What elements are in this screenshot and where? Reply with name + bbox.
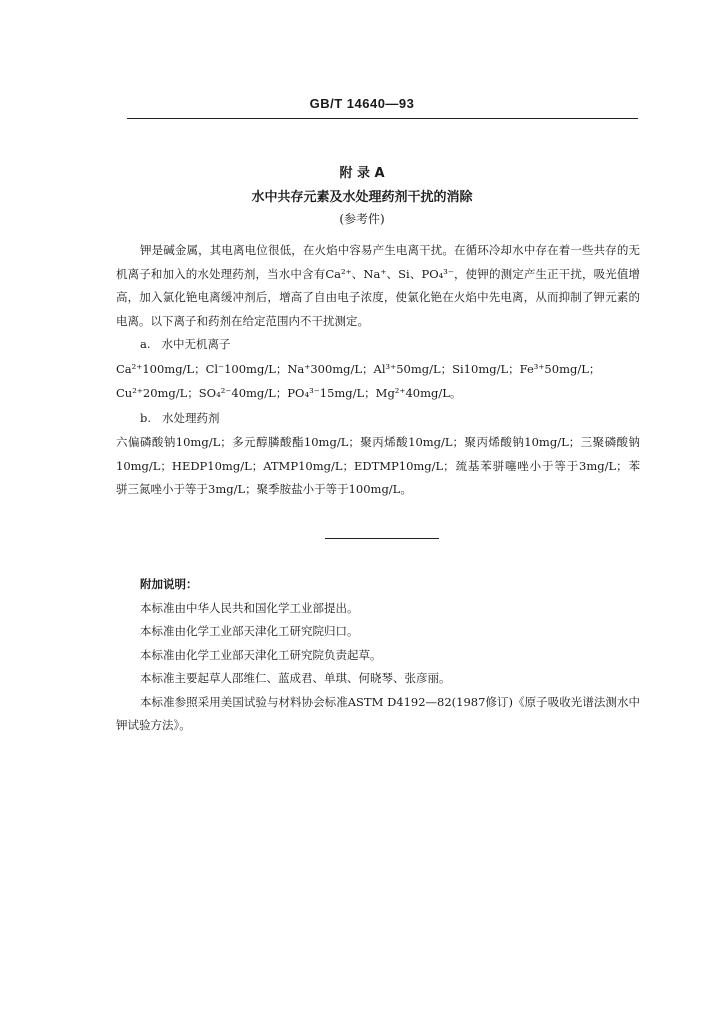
item-a-heading — [116, 333, 664, 357]
additional-notes — [116, 573, 640, 738]
treatment-agents-list: 六偏磷酸钠10mg/L；多元醇膦酸酯10mg/L；聚丙烯酸10mg/L；聚丙烯酸钠10mg/L；三聚磷酸钠10mg/L；HEDP10mg/L；ATMP10mg/L；EDTMP10mg/L；巯基苯骈噻唑小于等于3mg/L；苯骈三氮唑小于等于3mg/L；聚季胺盐小于等于100mg/L。 — [116, 435, 640, 496]
note-line-4: 本标准主要起草人邵维仁、蓝成君、单琪、何晓琴、张彦丽。 — [140, 671, 451, 685]
item-a-label: a. — [140, 337, 151, 351]
note-line-3: 本标准由化学工业部天津化工研究院负责起草。 — [140, 647, 382, 662]
appendix-title: 水中共存元素及水处理药剂干扰的消除 — [251, 190, 473, 205]
note-line-1: 本标准由中华人民共和国化学工业部提出。 — [140, 600, 359, 615]
header-rule — [127, 118, 638, 119]
notes-heading: 附加说明： — [140, 577, 198, 591]
intro-paragraph: 钾是碱金属，其电离电位很低，在火焰中容易产生电离干扰。在循环冷却水中存在着一些共存的无机离子和加入的水处理药剂，当水中含有Ca²⁺、Na⁺、Si、PO₄³⁻，使钾的测定产生正干扰，吸光值增高，加入氯化铯电离缓冲剂后，增高了自由电子浓度，使氯化铯在火焰中先电离，从而抑制了钾元素的电离。以下离子和药剂在给定范围内不干扰测定。 — [116, 243, 640, 328]
inorganic-ions-list: Ca²⁺100mg/L；Cl⁻100mg/L；Na⁺300mg/L；Al³⁺50mg/L；Si10mg/L；Fe³⁺50mg/L；Cu²⁺20mg/L；SO₄²⁻40mg/L；PO₄³⁻15mg/L；Mg²⁺40mg/L。 — [116, 362, 601, 400]
standard-code: GB/T 14640—93 — [309, 96, 415, 111]
appendix-note: (参考件) — [339, 212, 385, 226]
note-line-5: 本标准参照采用美国试验与材料协会标准ASTM D4192—82(1987修订)《原子吸收光谱法测水中钾试验方法》。 — [116, 694, 640, 732]
item-b-title: 水处理药剂 — [162, 411, 220, 425]
item-b-label: b. — [140, 411, 152, 425]
item-a-title: 水中无机离子 — [161, 337, 231, 351]
item-b-heading — [116, 407, 664, 431]
section-divider — [325, 538, 439, 539]
note-line-2: 本标准由化学工业部天津化工研究院归口。 — [140, 624, 359, 638]
appendix-label: 附 录 A — [339, 166, 385, 181]
